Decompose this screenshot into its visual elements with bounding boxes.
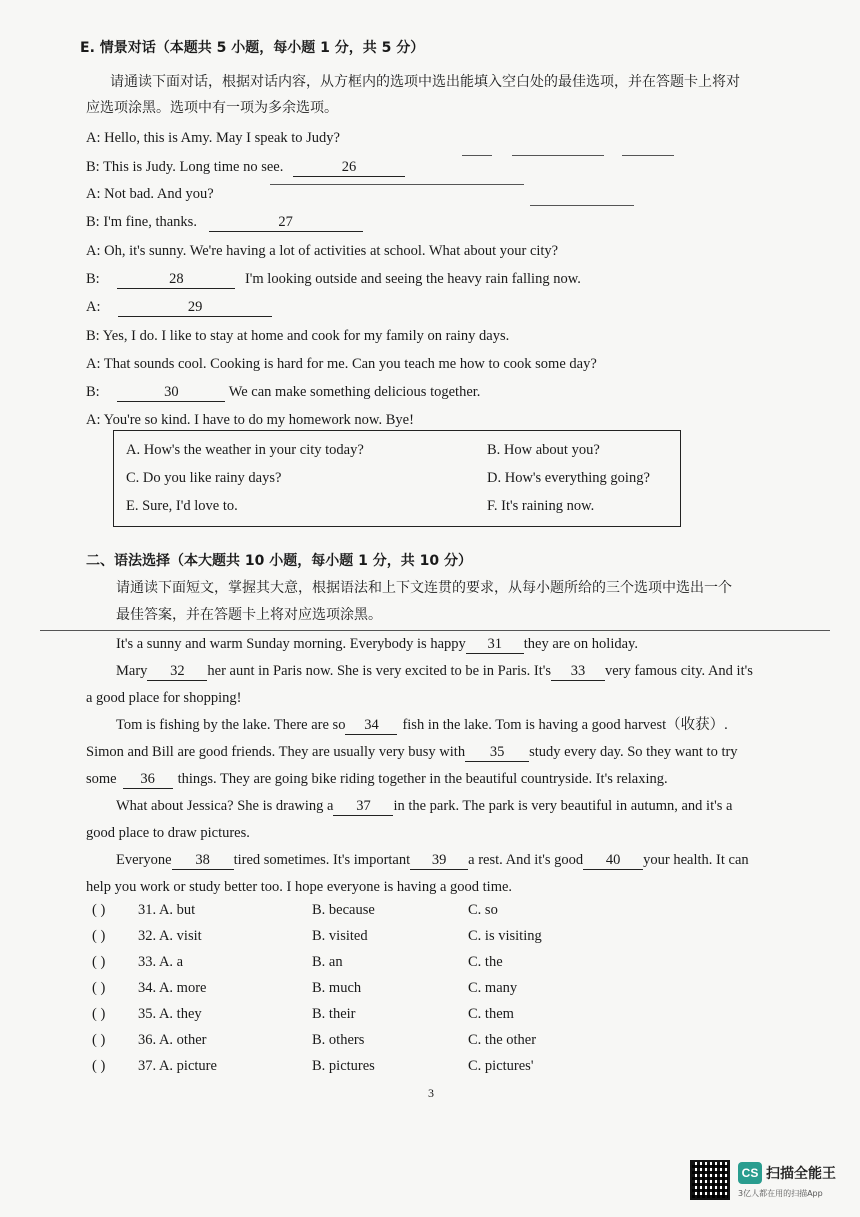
- dialogue-text: B: I'm fine, thanks.: [86, 214, 197, 230]
- question-option-a: 37. A. picture: [138, 1058, 217, 1074]
- question-option-a: 35. A. they: [138, 1006, 202, 1022]
- speaker-label: B:: [86, 271, 100, 287]
- answer-paren[interactable]: ( ): [92, 1006, 106, 1022]
- passage-text: things. They are going bike riding together in the beautiful countryside. It's relaxing.: [177, 771, 668, 787]
- blank-38[interactable]: 38: [172, 852, 234, 870]
- blank-36[interactable]: 36: [123, 771, 173, 789]
- blank-40[interactable]: 40: [583, 852, 643, 870]
- passage-line-1: [116, 634, 638, 654]
- passage-text: a rest. And it's good: [468, 852, 584, 868]
- blank-39[interactable]: 39: [410, 852, 468, 870]
- question-option-a: 32. A. visit: [138, 928, 202, 944]
- blank-33[interactable]: 33: [551, 663, 605, 681]
- dialogue-line-7: [86, 297, 272, 317]
- section-2-heading: 二、语法选择（本大题共 10 小题，每小题 1 分，共 10 分）: [86, 553, 472, 569]
- passage-text: Everyone: [116, 852, 172, 868]
- question-option-c: C. is visiting: [468, 928, 542, 944]
- question-option-c: C. the: [468, 954, 503, 970]
- answer-paren[interactable]: ( ): [92, 902, 106, 918]
- passage-text: Tom is fishing by the lake. There are so: [116, 717, 346, 733]
- question-option-b: B. visited: [312, 928, 368, 944]
- question-option-c: C. them: [468, 1006, 514, 1022]
- passage-text: fish in the lake. Tom is having a good harvest（收获）.: [402, 717, 728, 733]
- passage-text: in the park. The park is very beautiful in autumn, and it's a: [393, 798, 733, 814]
- dialogue-line-5: A: Oh, it's sunny. We're having a lot of activities at school. What about your city?: [86, 243, 559, 259]
- passage-text: they are on holiday.: [523, 636, 638, 652]
- option-d: D. How's everything going?: [487, 470, 650, 486]
- question-option-b: B. their: [312, 1006, 356, 1022]
- answer-paren[interactable]: ( ): [92, 980, 106, 996]
- passage-line-9: [116, 850, 749, 870]
- options-box: [113, 430, 681, 527]
- passage-text: some: [86, 771, 117, 787]
- blank-29[interactable]: 29: [118, 299, 272, 317]
- cs-logo-icon: CS: [738, 1162, 762, 1184]
- scan-mark: [270, 184, 524, 185]
- option-b: B. How about you?: [487, 442, 600, 458]
- dialogue-line-1: A: Hello, this is Amy. May I speak to Judy?: [86, 130, 340, 146]
- option-a: A. How's the weather in your city today?: [126, 442, 364, 458]
- scan-mark: [512, 155, 604, 156]
- question-option-c: C. many: [468, 980, 518, 996]
- passage-line-2: [116, 661, 753, 681]
- dialogue-line-8: B: Yes, I do. I like to stay at home and cook for my family on rainy days.: [86, 328, 510, 344]
- question-option-b: B. others: [312, 1032, 365, 1048]
- passage-text: Simon and Bill are good friends. They are usually very busy with: [86, 744, 466, 760]
- passage-line-10: help you work or study better too. I hope everyone is having a good time.: [86, 879, 513, 895]
- option-f: F. It's raining now.: [487, 498, 595, 514]
- question-option-c: C. the other: [468, 1032, 537, 1048]
- blank-28[interactable]: 28: [117, 271, 235, 289]
- dialogue-line-6: [86, 269, 581, 289]
- passage-text: It's a sunny and warm Sunday morning. Everybody is happy: [116, 636, 466, 652]
- passage-text: Mary: [116, 663, 148, 679]
- passage-line-3: a good place for shopping!: [86, 690, 242, 706]
- speaker-label: A:: [86, 299, 101, 315]
- question-option-a: 31. A. but: [138, 902, 196, 918]
- passage-text: your health. It can: [643, 852, 749, 868]
- question-option-b: B. pictures: [312, 1058, 375, 1074]
- qr-code-icon: [690, 1160, 730, 1200]
- section-e-instruction-2: 应选项涂黑。选项中有一项为多余选项。: [86, 100, 338, 116]
- scan-mark: [462, 155, 492, 156]
- question-option-b: B. because: [312, 902, 375, 918]
- dialogue-line-4: [86, 212, 363, 232]
- section-e-heading: E. 情景对话（本题共 5 小题，每小题 1 分，共 5 分）: [80, 40, 425, 56]
- speaker-label: B:: [86, 384, 100, 400]
- scanner-watermark: [690, 1160, 850, 1204]
- passage-line-4: [116, 715, 728, 735]
- dialogue-text: B: This is Judy. Long time no see.: [86, 159, 284, 175]
- section-2-instruction-1: 请通读下面短文，掌握其大意，根据语法和上下文连贯的要求，从每小题所给的三个选项中选出一个: [116, 580, 732, 596]
- dialogue-line-9: A: That sounds cool. Cooking is hard for me. Can you teach me how to cook some day?: [86, 356, 597, 372]
- app-tagline: 3亿人都在用的扫描App: [738, 1189, 823, 1198]
- blank-26[interactable]: 26: [293, 159, 405, 177]
- question-option-a: 33. A. a: [138, 954, 184, 970]
- passage-line-8: good place to draw pictures.: [86, 825, 250, 841]
- dialogue-line-10: [86, 382, 480, 402]
- app-name: 扫描全能王: [766, 1166, 836, 1182]
- dialogue-text: I'm looking outside and seeing the heavy rain falling now.: [244, 271, 581, 287]
- blank-27[interactable]: 27: [209, 214, 363, 232]
- passage-text: tired sometimes. It's important: [233, 852, 411, 868]
- question-option-c: C. so: [468, 902, 498, 918]
- answer-paren[interactable]: ( ): [92, 1058, 106, 1074]
- question-option-c: C. pictures': [468, 1058, 534, 1074]
- divider-line: [40, 630, 830, 631]
- passage-line-7: [116, 796, 732, 816]
- blank-35[interactable]: 35: [465, 744, 529, 762]
- question-option-b: B. an: [312, 954, 343, 970]
- dialogue-line-3: A: Not bad. And you?: [86, 186, 214, 202]
- answer-paren[interactable]: ( ): [92, 1032, 106, 1048]
- passage-text: What about Jessica? She is drawing a: [116, 798, 334, 814]
- page-number: 3: [428, 1086, 434, 1100]
- blank-37[interactable]: 37: [333, 798, 393, 816]
- passage-text: very famous city. And it's: [605, 663, 753, 679]
- scan-mark: [622, 155, 674, 156]
- section-2-instruction-2: 最佳答案，并在答题卡上将对应选项涂黑。: [116, 607, 382, 623]
- question-option-a: 36. A. other: [138, 1032, 207, 1048]
- blank-32[interactable]: 32: [147, 663, 207, 681]
- blank-30[interactable]: 30: [117, 384, 225, 402]
- passage-text: study every day. So they want to try: [529, 744, 738, 760]
- scan-mark: [530, 205, 634, 206]
- dialogue-line-11: A: You're so kind. I have to do my homework now. Bye!: [86, 412, 414, 428]
- section-e-instruction-1: 请通读下面对话，根据对话内容，从方框内的选项中选出能填入空白处的最佳选项，并在答题卡上将对: [110, 74, 740, 90]
- passage-text: her aunt in Paris now. She is very excited to be in Paris. It's: [207, 663, 551, 679]
- passage-line-6: [86, 769, 668, 789]
- dialogue-text: We can make something delicious together.: [228, 384, 481, 400]
- answer-paren[interactable]: ( ): [92, 928, 106, 944]
- blank-31[interactable]: 31: [466, 636, 524, 654]
- dialogue-line-2: [86, 157, 405, 177]
- option-c: C. Do you like rainy days?: [126, 470, 282, 486]
- passage-line-5: [86, 742, 738, 762]
- blank-34[interactable]: 34: [345, 717, 397, 735]
- option-e: E. Sure, I'd love to.: [126, 498, 238, 514]
- question-option-a: 34. A. more: [138, 980, 207, 996]
- answer-paren[interactable]: ( ): [92, 954, 106, 970]
- question-option-b: B. much: [312, 980, 362, 996]
